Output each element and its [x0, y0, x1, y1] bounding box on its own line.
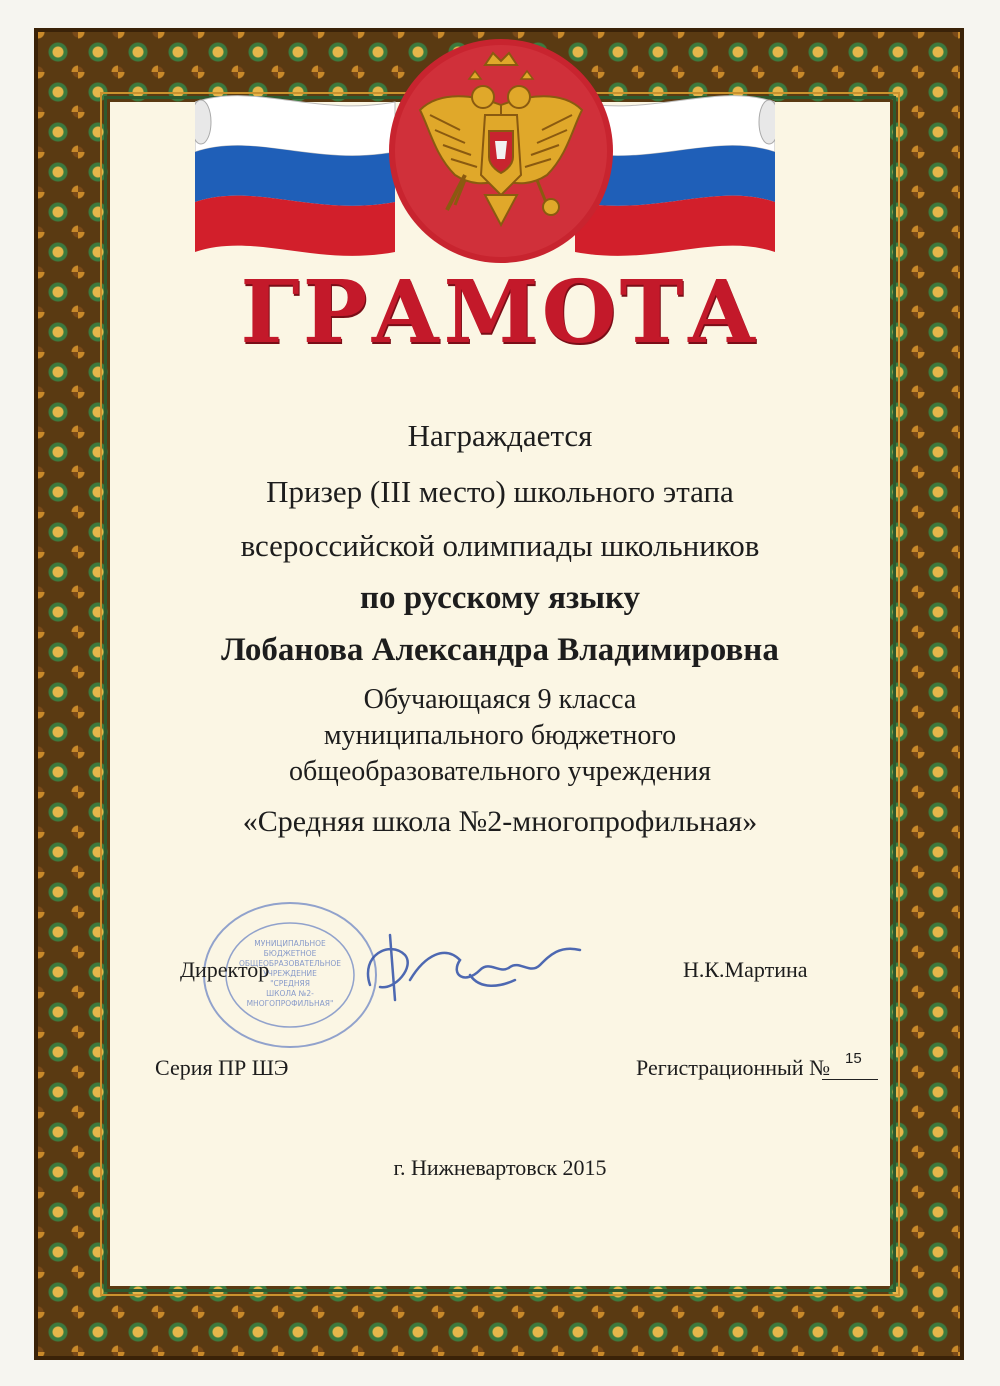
city-year: г. Нижневартовск 2015 — [393, 1155, 607, 1180]
stamp-line: ШКОЛА №2- — [266, 989, 314, 998]
olympiad-line: всероссийской олимпиады школьников — [240, 528, 760, 563]
registration-label: Регистрационный № — [636, 1055, 831, 1080]
director-name: Н.К.Мартина — [683, 957, 808, 982]
stamp-line: ОБЩЕОБРАЗОВАТЕЛЬНОЕ — [238, 959, 342, 968]
stamp-line: УЧРЕЖДЕНИЕ — [263, 969, 317, 978]
stamp-line: БЮДЖЕТНОЕ — [263, 949, 317, 958]
registration-number: 15 — [845, 1050, 862, 1067]
school-name-line: «Средняя школа №2-многопрофильная» — [242, 805, 758, 838]
coat-of-arms-emblem — [385, 35, 617, 267]
director-signature — [350, 915, 610, 1015]
registration-underline — [822, 1079, 878, 1080]
subject-line: по русскому языку — [359, 580, 641, 616]
stamp-line: МНОГОПРОФИЛЬНАЯ" — [246, 999, 334, 1008]
certificate-title: ГРАМОТА — [240, 262, 760, 363]
grade-line: Обучающаяся 9 класса — [363, 684, 637, 715]
organization-line-1: муниципального бюджетного — [323, 720, 677, 751]
recipient-name: Лобанова Александра Владимировна — [221, 632, 779, 668]
award-line: Награждается — [407, 418, 593, 453]
series-label: Серия ПР ШЭ — [155, 1055, 289, 1080]
prize-line: Призер (III место) школьного этапа — [266, 474, 734, 509]
director-label: Директор — [180, 957, 270, 982]
organization-line-2: общеобразовательного учреждения — [289, 756, 711, 787]
stamp-line: МУНИЦИПАЛЬНОЕ — [254, 939, 326, 948]
stamp-line: "СРЕДНЯЯ — [270, 979, 310, 988]
